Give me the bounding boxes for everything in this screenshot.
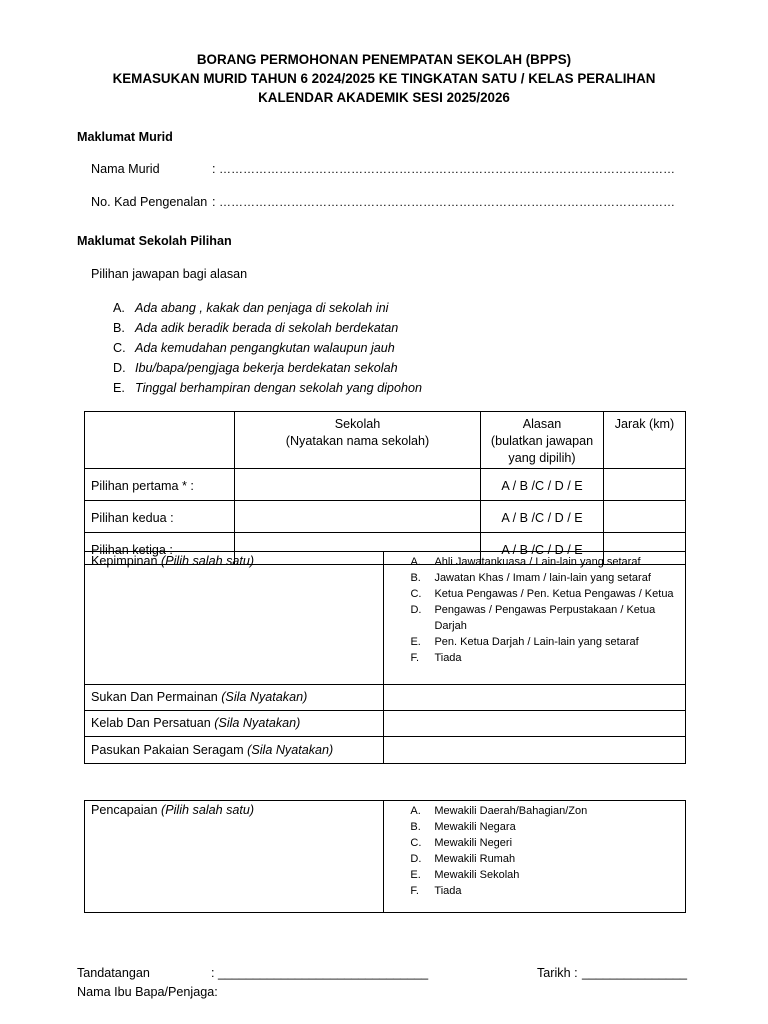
uniform-label-cell [85, 737, 384, 764]
achievement-label-cell [85, 801, 384, 913]
date-line[interactable]: _______________ [582, 966, 688, 980]
header-school-note: (Nyatakan nama sekolah) [285, 434, 430, 448]
leadership-options-cell[interactable] [384, 552, 686, 685]
option-text: Mewakili Negara [434, 821, 516, 833]
student-name-colon: : [212, 162, 216, 176]
sports-input[interactable] [384, 685, 686, 711]
student-ic-label: No. Kad Pengenalan [91, 195, 208, 209]
uniform-row [85, 737, 686, 764]
reason-item [113, 358, 422, 378]
reason-text: Ada abang , kakak dan penjaga di sekolah ini [135, 301, 389, 315]
header-blank-cell [85, 412, 235, 469]
sports-label-cell [85, 685, 384, 711]
title-line-2: KEMASUKAN MURID TAHUN 6 2024/2025 KE TINGKATAN SATU / KELAS PERALIHAN [112, 71, 656, 86]
student-ic-field[interactable]: …………………………………………………………………………………………………… [219, 195, 675, 209]
uniform-label: Pasukan Pakaian Seragam [91, 742, 244, 757]
option-letter: E. [410, 869, 421, 881]
reason-text: Ada adik beradik berada di sekolah berdekatan [135, 321, 399, 335]
option-letter: D. [410, 604, 422, 616]
reason-item [113, 298, 422, 318]
reason-intro: Pilihan jawapan bagi alasan [91, 267, 248, 281]
club-note: (Sila Nyatakan) [214, 716, 301, 730]
reason-letter: A. [113, 301, 125, 315]
choice-label: Pilihan pertama * : [85, 469, 235, 501]
option-item[interactable] [410, 803, 685, 819]
signature-line[interactable]: : ______________________________ [211, 966, 429, 980]
header-distance-cell: Jarak (km) [604, 412, 686, 469]
option-item[interactable] [410, 602, 685, 634]
option-item[interactable] [410, 634, 685, 650]
header-school-title: Sekolah [334, 417, 381, 431]
achievement-options [384, 801, 685, 899]
table-row [85, 501, 686, 533]
leadership-row [85, 552, 686, 685]
option-text: Tiada [434, 652, 462, 664]
reason-options[interactable]: A / B /C / D / E [481, 533, 604, 565]
option-text: Mewakili Daerah/Bahagian/Zon [434, 805, 588, 817]
option-text: Tiada [434, 885, 462, 897]
sports-row [85, 685, 686, 711]
option-letter: B. [410, 572, 421, 584]
student-name-row [91, 162, 675, 176]
option-item[interactable] [410, 586, 685, 602]
achievement-row [85, 801, 686, 913]
school-info-heading: Maklumat Sekolah Pilihan [77, 234, 232, 248]
form-title [0, 50, 768, 107]
option-item[interactable] [410, 867, 685, 883]
student-ic-row [91, 195, 675, 209]
reason-options[interactable]: A / B /C / D / E [481, 501, 604, 533]
leadership-options [384, 552, 685, 666]
reason-list [113, 298, 422, 398]
reason-text: Ada kemudahan pengangkutan walaupun jauh [135, 341, 395, 355]
club-input[interactable] [384, 711, 686, 737]
school-name-input[interactable] [235, 501, 481, 533]
achievement-table [84, 800, 686, 913]
option-text: Mewakili Sekolah [434, 869, 520, 881]
reason-options[interactable]: A / B /C / D / E [481, 469, 604, 501]
option-text: Pen. Ketua Darjah / Lain-lain yang setaraf [434, 636, 639, 648]
club-row [85, 711, 686, 737]
school-name-input[interactable] [235, 469, 481, 501]
uniform-input[interactable] [384, 737, 686, 764]
student-name-field[interactable]: …………………………………………………………………………………………………… [219, 162, 675, 176]
option-text: Pengawas / Pengawas Perpustakaan / Ketua Darjah [434, 604, 656, 632]
option-item[interactable] [410, 819, 685, 835]
school-choice-table [84, 411, 686, 565]
header-reason-cell [481, 412, 604, 469]
student-name-label: Nama Murid [91, 162, 160, 176]
choice-label: Pilihan ketiga : [85, 533, 235, 565]
reason-text: Tinggal berhampiran dengan sekolah yang dipohon [135, 381, 422, 395]
reason-item [113, 378, 422, 398]
option-letter: C. [410, 588, 422, 600]
option-letter: B. [410, 821, 421, 833]
option-text: Mewakili Rumah [434, 853, 516, 865]
option-letter: C. [410, 837, 422, 849]
achievement-label: Pencapaian [91, 803, 158, 817]
option-letter: F. [410, 652, 419, 664]
leadership-label: Kepimpinan [91, 554, 158, 568]
club-label: Kelab Dan Persatuan [91, 716, 211, 730]
option-text: Mewakili Negeri [434, 837, 513, 849]
option-item[interactable] [410, 570, 685, 586]
student-info-heading: Maklumat Murid [77, 130, 173, 144]
reason-text: Ibu/bapa/pengjaga bekerja berdekatan sekolah [135, 361, 398, 375]
achievement-options-cell[interactable] [384, 801, 686, 913]
reason-letter: E. [113, 381, 125, 395]
reason-item [113, 338, 422, 358]
activity-table [84, 551, 686, 764]
sports-label: Sukan Dan Permainan [91, 690, 218, 704]
date-label: Tarikh : [537, 966, 578, 980]
reason-letter: B. [113, 321, 125, 335]
club-label-cell [85, 711, 384, 737]
option-item[interactable] [410, 835, 685, 851]
header-school-cell [235, 412, 481, 469]
option-text: Ketua Pengawas / Pen. Ketua Pengawas / Ketua [434, 588, 674, 600]
option-letter: A. [410, 556, 421, 568]
option-text: Ahli Jawatankuasa / Lain-lain yang setaraf [434, 556, 641, 568]
leadership-note: (Pilih salah satu) [161, 554, 255, 568]
title-line-1: BORANG PERMOHONAN PENEMPATAN SEKOLAH (BPPS) [196, 52, 572, 67]
title-line-3: KALENDAR AKADEMIK SESI 2025/2026 [258, 90, 510, 105]
header-reason-note-2: yang dipilih) [508, 451, 576, 465]
option-text: Jawatan Khas / Imam / lain-lain yang setaraf [434, 572, 651, 584]
student-ic-colon: : [212, 195, 216, 209]
reason-letter: D. [113, 361, 126, 375]
distance-input[interactable] [604, 501, 686, 533]
option-letter: A. [410, 805, 421, 817]
leadership-label-cell [85, 552, 384, 685]
header-reason-title: Alasan [522, 417, 562, 431]
table-header-row [85, 412, 686, 469]
header-reason-note-1: (bulatkan jawapan [490, 434, 594, 448]
option-letter: D. [410, 853, 422, 865]
parent-name-label: Nama Ibu Bapa/Penjaga: [77, 985, 218, 999]
achievement-note: (Pilih salah satu) [161, 803, 255, 817]
option-item[interactable] [410, 851, 685, 867]
option-item[interactable] [410, 883, 685, 899]
sports-note: (Sila Nyatakan) [221, 690, 308, 704]
option-letter: E. [410, 636, 421, 648]
reason-item [113, 318, 422, 338]
reason-letter: C. [113, 341, 126, 355]
table-row [85, 469, 686, 501]
choice-label: Pilihan kedua : [85, 501, 235, 533]
option-item[interactable] [410, 650, 685, 666]
uniform-note: (Sila Nyatakan) [247, 742, 334, 757]
option-item[interactable] [410, 554, 685, 570]
signature-label: Tandatangan [77, 966, 150, 980]
distance-input[interactable] [604, 469, 686, 501]
option-letter: F. [410, 885, 419, 897]
